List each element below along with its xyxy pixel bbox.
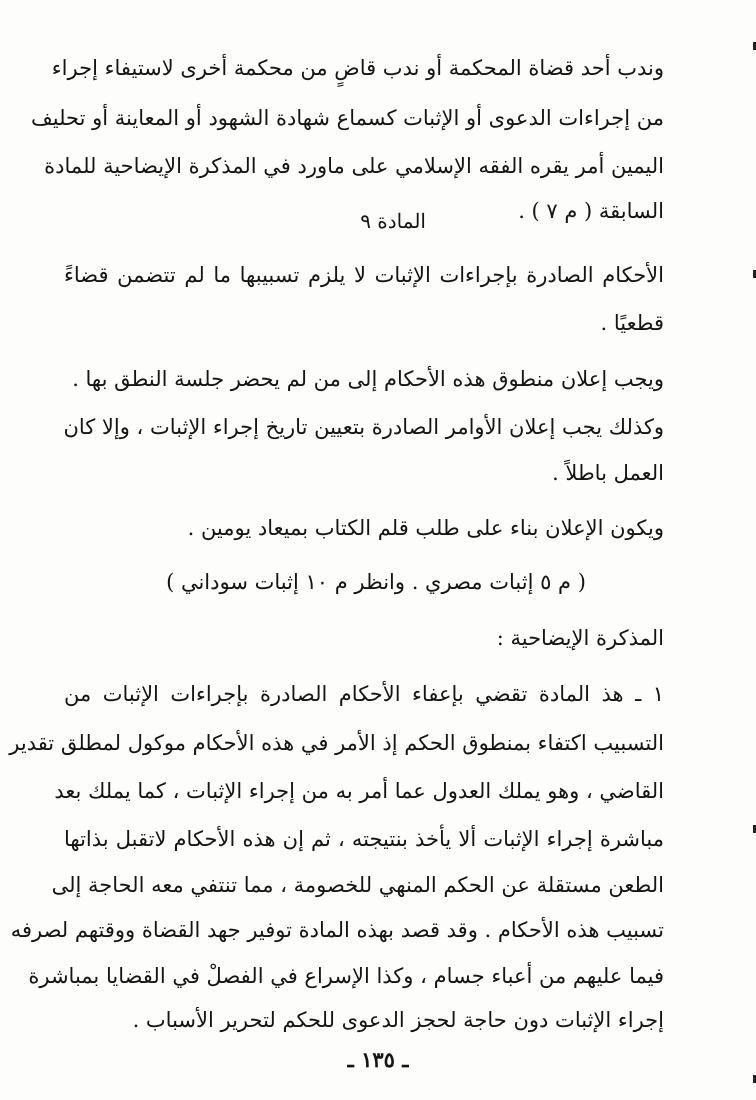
- memo-line-7: فيما عليهم من أعباء جسام ، وكذا الإسراع في الفصلْ في القضايا بمباشرة: [28, 964, 664, 988]
- reference-line: ( م ٥ إثبات مصري . وانظر م ١٠ إثبات سوداني ): [166, 570, 586, 594]
- text-line-8: وكذلك يجب إعلان الأوامر الصادرة بتعيين تاريخ إجراء الإثبات ، وإلا كان: [63, 415, 664, 439]
- text-line-5: الأحكام الصادرة بإجراءات الإثبات لا يلزم تسبيبها ما لم تتضمن قضاءً: [64, 263, 664, 287]
- text-line-2: من إجراءات الدعوى أو الإثبات كسماع شهادة الشهود أو المعاينة أو تحليف: [31, 106, 664, 130]
- text-line-9: العمل باطلاً .: [552, 461, 664, 485]
- memo-heading: المذكرة الإيضاحية :: [496, 626, 664, 650]
- text-line-7: ويجب إعلان منطوق هذه الأحكام إلى من لم يحضر جلسة النطق بها .: [72, 367, 664, 391]
- memo-line-2: التسبيب اكتفاء بمنطوق الحكم إذ الأمر في هذه الأحكام موكول لمطلق تقدير: [9, 731, 664, 755]
- memo-line-4: مباشرة إجراء الإثبات ألا يأخذ بنتيجته ، ثم إن هذه الأحكام لاتقبل بذاتها: [64, 827, 664, 851]
- memo-line-6: تسبيب هذه الأحكام . وقد قصد بهذه المادة توفير جهد القضاة ووقتهم لصرفه: [10, 918, 664, 942]
- memo-line-8: إجراء الإثبات دون حاجة لحجز الدعوى للحكم لتحرير الأسباب .: [132, 1008, 664, 1032]
- memo-line-1: ١ ـ هذ المادة تقضي بإعفاء الأحكام الصادرة بإجراءات الإثبات من: [64, 682, 664, 706]
- text-line-6: قطعيًا .: [600, 311, 664, 335]
- text-line-3: اليمين أمر يقره الفقه الإسلامي على ماورد في المذكرة الإيضاحية للمادة: [44, 154, 664, 178]
- page-number: ـ ١٣٥ ـ: [347, 1047, 409, 1072]
- memo-line-5: الطعن مستقلة عن الحكم المنهي للخصومة ، مما تنتفي معه الحاجة إلى: [51, 873, 664, 897]
- text-line-1: وندب أحد قضاة المحكمة أو ندب قاضٍ من محكمة أخرى لاستيفاء إجراء: [51, 56, 664, 80]
- text-line-4: السابقة ( م ٧ ) .: [518, 199, 664, 223]
- text-line-10: ويكون الإعلان بناء على طلب قلم الكتاب بميعاد يومين .: [187, 516, 664, 540]
- memo-line-3: القاضي ، وهو يملك العدول عما أمر به من إجراء الإثبات ، كما يملك بعد: [54, 779, 664, 803]
- article-heading: المادة ٩: [360, 209, 426, 233]
